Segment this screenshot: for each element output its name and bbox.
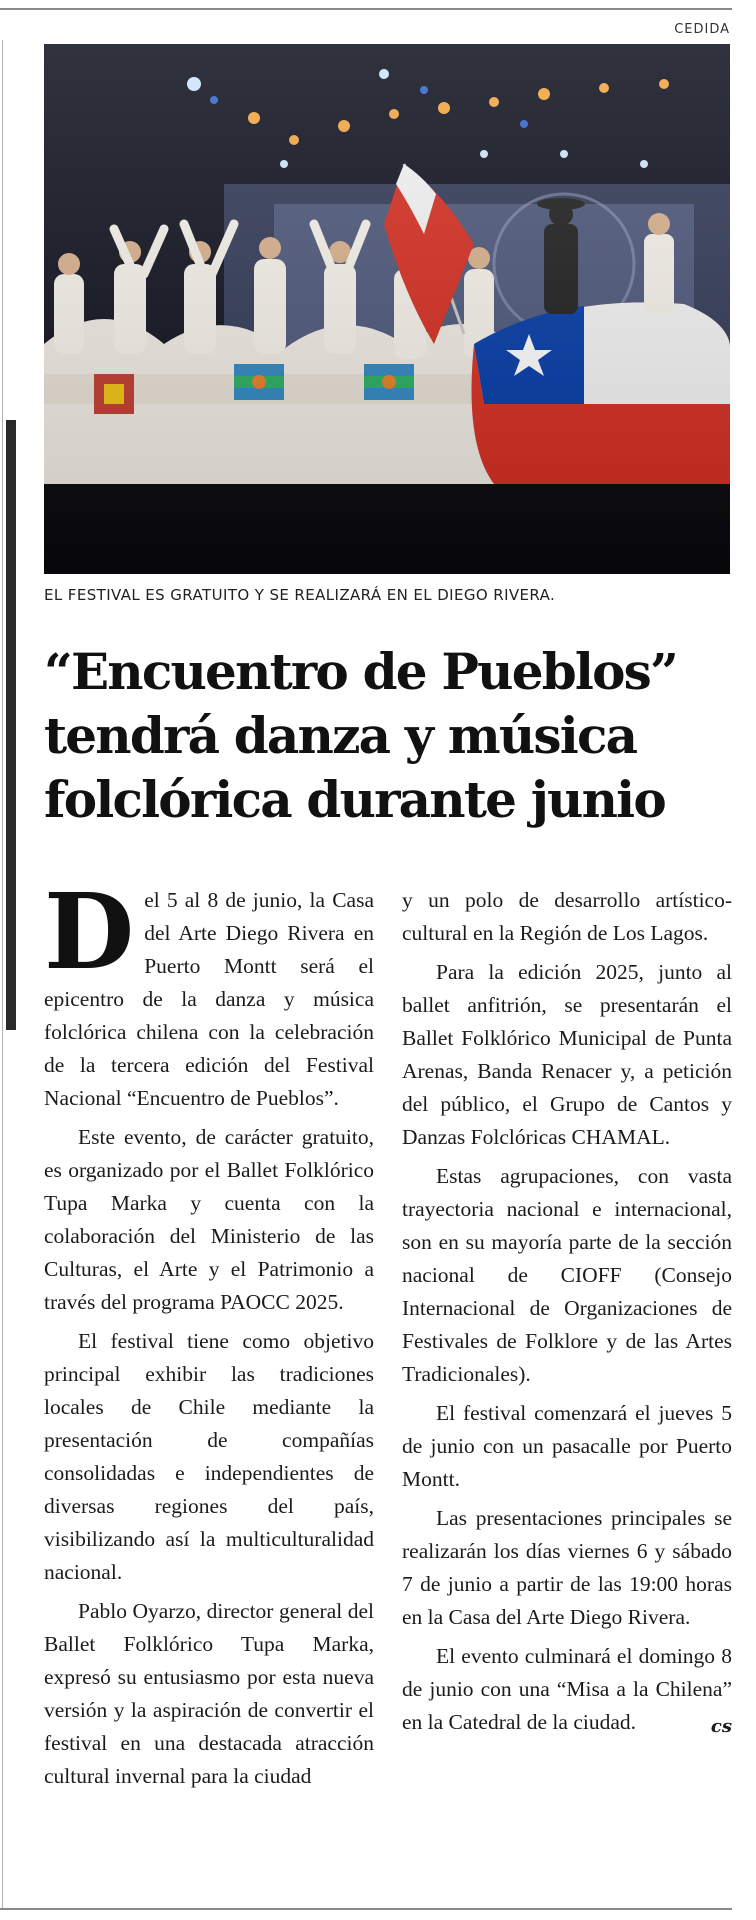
drop-cap: D bbox=[44, 870, 135, 993]
article-paragraph bbox=[402, 1640, 732, 1739]
headline-line: folclórica durante junio bbox=[44, 770, 665, 829]
article-paragraph: El festival comenzará el jueves 5 de junio con un pasacalle por Puerto Montt. bbox=[402, 1401, 732, 1491]
article-paragraph: El festival tiene como objetivo principal exhibir las tradiciones locales de Chile mediante la presentación de compañías consolidadas e independientes de diversas regiones del país, visibilizando así la multiculturalidad nacional. bbox=[44, 1329, 374, 1584]
dancers-illustration bbox=[44, 44, 730, 574]
photo-caption: EL FESTIVAL ES GRATUITO Y SE REALIZARÁ EN EL DIEGO RIVERA. bbox=[44, 586, 556, 604]
article-paragraph: Estas agrupaciones, con vasta trayectoria nacional e internacional, son en su mayoría parte de la sección nacional de CIOFF (Consejo Internacional de Organizaciones de Festivales de Folklore y de las Artes Tradicionales). bbox=[402, 1164, 732, 1386]
festival-photo bbox=[44, 44, 730, 574]
article-column-left bbox=[44, 870, 374, 1799]
paragraph-text: el 5 al 8 de junio, la Casa del Arte Diego Rivera en Puerto Montt será el epicentro de la danza y música folclórica chilena con la celebración de la tercera edición del Festival Nacional “Encuentro de Pueblos”. bbox=[44, 888, 374, 1110]
photo-credit: CEDIDA bbox=[674, 22, 730, 37]
article-column-right bbox=[402, 884, 732, 1745]
bottom-rule bbox=[0, 1908, 732, 1910]
article-paragraph bbox=[44, 870, 374, 1115]
column-divider bbox=[2, 40, 3, 1910]
paragraph-text: El evento culminará el domingo 8 de junio con una “Misa a la Chilena” en la Catedral de la ciudad. bbox=[402, 1644, 732, 1734]
headline-line: “Encuentro de Pueblos” bbox=[44, 642, 677, 701]
article-paragraph: Las presentaciones principales se realizarán los días viernes 6 y sábado 7 de junio a partir de las 19:00 horas en la Casa del Arte Diego Rivera. bbox=[402, 1506, 732, 1629]
article-paragraph: Para la edición 2025, junto al ballet anfitrión, se presentarán el Ballet Folklórico Municipal de Punta Arenas, Banda Renacer y, a petición del público, el Grupo de Cantos y Danzas Folclóricas CHAMAL. bbox=[402, 960, 732, 1149]
article-paragraph: y un polo de desarrollo artístico-cultural en la Región de Los Lagos. bbox=[402, 888, 732, 945]
article-paragraph: Pablo Oyarzo, director general del Ballet Folklórico Tupa Marka, expresó su entusiasmo por esta nueva versión y la aspiración de convertir el festival en una destacada atracción cultural invernal para la ciudad bbox=[44, 1599, 374, 1788]
top-rule bbox=[0, 8, 732, 10]
headline-line: tendrá danza y música bbox=[44, 706, 637, 765]
end-of-article-mark: cs bbox=[710, 1716, 732, 1737]
adjacent-page-photo-edge bbox=[6, 420, 16, 1030]
article-headline bbox=[44, 640, 734, 832]
article-paragraph: Este evento, de carácter gratuito, es organizado por el Ballet Folklórico Tupa Marka y cuenta con la colaboración del Ministerio de las Culturas, el Arte y el Patrimonio a través del programa PAOCC 2025. bbox=[44, 1125, 374, 1314]
